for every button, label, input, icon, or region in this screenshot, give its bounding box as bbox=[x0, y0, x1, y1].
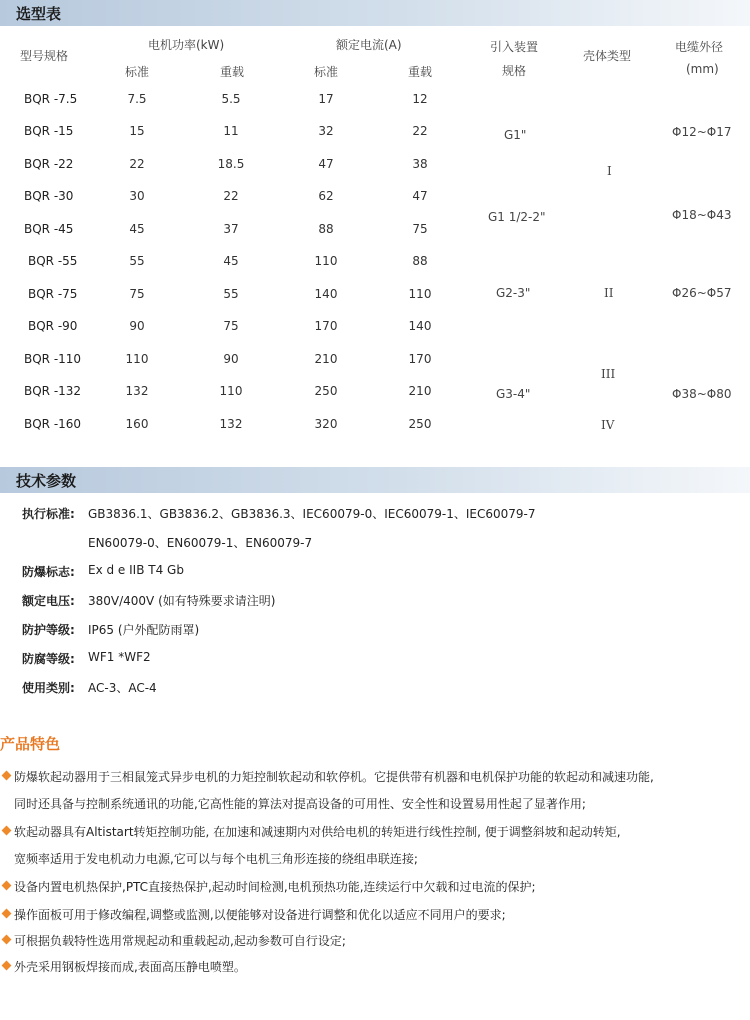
feature-text: 设备内置电机热保护,PTC直接热保护,起动时间检测,电机预热功能,连续运行中欠载和过电流的保护; bbox=[14, 880, 536, 894]
bullet-diamond-icon bbox=[2, 771, 12, 781]
value-cell: 88 bbox=[412, 254, 428, 268]
feature-text: 防爆软起动器用于三相鼠笼式异步电机的力矩控制软起动和软停机。它提供带有机器和电机保护功能的软起动和减速功能, bbox=[14, 770, 654, 784]
cable-diameter: Φ38~Φ80 bbox=[672, 387, 732, 401]
protection-value: IP65 (户外配防雨罩) bbox=[88, 623, 200, 637]
header-cable-line1: 电缆外径 bbox=[675, 40, 724, 54]
bullet-diamond-icon bbox=[2, 826, 12, 836]
feature-text: 外壳采用钢板焊接而成,表面高压静电喷塑。 bbox=[14, 960, 246, 974]
category-value: AC-3、AC-4 bbox=[88, 681, 157, 695]
inlet-value: G2-3" bbox=[496, 286, 531, 300]
value-cell: 7.5 bbox=[127, 92, 147, 106]
model-cell: BQR -110 bbox=[24, 352, 82, 366]
model-cell: BQR -15 bbox=[24, 124, 74, 138]
model-cell: BQR -7.5 bbox=[24, 92, 78, 106]
feature-text: 可根据负载特性选用常规起动和重载起动,起动参数可自行设定; bbox=[14, 934, 346, 948]
standard-value-line2: EN60079-0、EN60079-1、EN60079-7 bbox=[88, 536, 313, 550]
value-cell: 132 bbox=[219, 417, 243, 431]
anticorrosion-label: 防腐等级: bbox=[22, 652, 75, 666]
value-cell: 250 bbox=[314, 384, 338, 398]
value-cell: 55 bbox=[129, 254, 145, 268]
value-cell: 140 bbox=[408, 319, 432, 333]
shell-type: I bbox=[607, 164, 612, 178]
header-current: 额定电流(A) bbox=[336, 38, 402, 52]
inlet-value: G1" bbox=[504, 128, 527, 142]
model-cell: BQR -160 bbox=[24, 417, 82, 431]
header-model: 型号规格 bbox=[20, 49, 69, 63]
value-cell: 90 bbox=[129, 319, 145, 333]
value-cell: 30 bbox=[129, 189, 145, 203]
tech-title: 技术参数 bbox=[16, 472, 77, 490]
value-cell: 45 bbox=[223, 254, 239, 268]
value-cell: 90 bbox=[223, 352, 239, 366]
bullet-diamond-icon bbox=[2, 909, 12, 919]
value-cell: 210 bbox=[314, 352, 338, 366]
model-cell: BQR -132 bbox=[24, 384, 82, 398]
model-cell: BQR -75 bbox=[28, 287, 78, 301]
exmark-label: 防爆标志: bbox=[22, 565, 75, 579]
header-shell: 壳体类型 bbox=[583, 49, 632, 63]
feature-text: 软起动器具有Altistart转矩控制功能, 在加速和减速期内对供给电机的转矩进行线性控制, 便于调整斜坡和起动转矩, bbox=[14, 825, 621, 839]
value-cell: 17 bbox=[318, 92, 334, 106]
value-cell: 5.5 bbox=[221, 92, 241, 106]
features-title: 产品特色 bbox=[0, 735, 61, 753]
standard-label: 执行标准: bbox=[22, 507, 75, 521]
value-cell: 160 bbox=[125, 417, 149, 431]
value-cell: 110 bbox=[125, 352, 149, 366]
value-cell: 140 bbox=[314, 287, 338, 301]
value-cell: 75 bbox=[223, 319, 239, 333]
header-inlet-line2: 规格 bbox=[502, 64, 527, 78]
selection-header-bar bbox=[0, 0, 750, 26]
cable-diameter: Φ12~Φ17 bbox=[672, 125, 732, 139]
cable-diameter: Φ26~Φ57 bbox=[672, 286, 732, 300]
voltage-label: 额定电压: bbox=[22, 594, 75, 608]
header-power-heavy: 重载 bbox=[220, 65, 245, 79]
value-cell: 37 bbox=[223, 222, 239, 236]
model-cell: BQR -55 bbox=[28, 254, 78, 268]
shell-type: III bbox=[601, 367, 616, 381]
bullet-diamond-icon bbox=[2, 961, 12, 971]
model-cell: BQR -45 bbox=[24, 222, 74, 236]
category-label: 使用类别: bbox=[22, 681, 75, 695]
anticorrosion-value: WF1 *WF2 bbox=[88, 650, 151, 664]
value-cell: 88 bbox=[318, 222, 334, 236]
value-cell: 110 bbox=[314, 254, 338, 268]
inlet-value: G1 1/2-2" bbox=[488, 210, 546, 224]
header-current-std: 标准 bbox=[314, 65, 339, 79]
value-cell: 55 bbox=[223, 287, 239, 301]
header-cable-line2: (mm) bbox=[686, 62, 719, 76]
value-cell: 132 bbox=[125, 384, 149, 398]
exmark-value: Ex d e IIB T4 Gb bbox=[88, 563, 184, 577]
value-cell: 170 bbox=[314, 319, 338, 333]
cable-diameter: Φ18~Φ43 bbox=[672, 208, 732, 222]
bullet-diamond-icon bbox=[2, 935, 12, 945]
voltage-value: 380V/400V (如有特殊要求请注明) bbox=[88, 594, 276, 608]
value-cell: 250 bbox=[408, 417, 432, 431]
value-cell: 11 bbox=[223, 124, 239, 138]
shell-type: IV bbox=[601, 418, 615, 432]
value-cell: 110 bbox=[219, 384, 243, 398]
protection-label: 防护等级: bbox=[22, 623, 75, 637]
tech-header-bar bbox=[0, 467, 750, 493]
value-cell: 12 bbox=[412, 92, 428, 106]
shell-type: II bbox=[604, 286, 614, 300]
value-cell: 210 bbox=[408, 384, 432, 398]
bullet-diamond-icon bbox=[2, 881, 12, 891]
value-cell: 75 bbox=[412, 222, 428, 236]
value-cell: 38 bbox=[412, 157, 428, 171]
value-cell: 62 bbox=[318, 189, 334, 203]
header-power-std: 标准 bbox=[125, 65, 150, 79]
feature-text: 同时还具备与控制系统通讯的功能,它高性能的算法对提高设备的可用性、安全性和设置易用性起了显著作用; bbox=[14, 797, 586, 811]
value-cell: 22 bbox=[412, 124, 428, 138]
value-cell: 47 bbox=[318, 157, 334, 171]
value-cell: 22 bbox=[223, 189, 239, 203]
header-current-heavy: 重载 bbox=[408, 65, 433, 79]
value-cell: 18.5 bbox=[217, 157, 245, 171]
model-cell: BQR -90 bbox=[28, 319, 78, 333]
value-cell: 170 bbox=[408, 352, 432, 366]
model-cell: BQR -30 bbox=[24, 189, 74, 203]
selection-title: 选型表 bbox=[16, 5, 62, 23]
feature-text: 宽频率适用于发电机动力电源,它可以与每个电机三角形连接的绕组串联连接; bbox=[14, 852, 418, 866]
feature-text: 操作面板可用于修改编程,调整或监测,以便能够对设备进行调整和优化以适应不同用户的要求; bbox=[14, 908, 506, 922]
header-power: 电机功率(kW) bbox=[148, 38, 225, 52]
value-cell: 110 bbox=[408, 287, 432, 301]
value-cell: 45 bbox=[129, 222, 145, 236]
value-cell: 32 bbox=[318, 124, 334, 138]
value-cell: 22 bbox=[129, 157, 145, 171]
header-inlet-line1: 引入装置 bbox=[490, 40, 539, 54]
value-cell: 47 bbox=[412, 189, 428, 203]
value-cell: 320 bbox=[314, 417, 338, 431]
standard-value-line1: GB3836.1、GB3836.2、GB3836.3、IEC60079-0、IEC60079-1、IEC60079-7 bbox=[88, 507, 536, 521]
value-cell: 75 bbox=[129, 287, 145, 301]
model-cell: BQR -22 bbox=[24, 157, 74, 171]
inlet-value: G3-4" bbox=[496, 387, 531, 401]
value-cell: 15 bbox=[129, 124, 145, 138]
